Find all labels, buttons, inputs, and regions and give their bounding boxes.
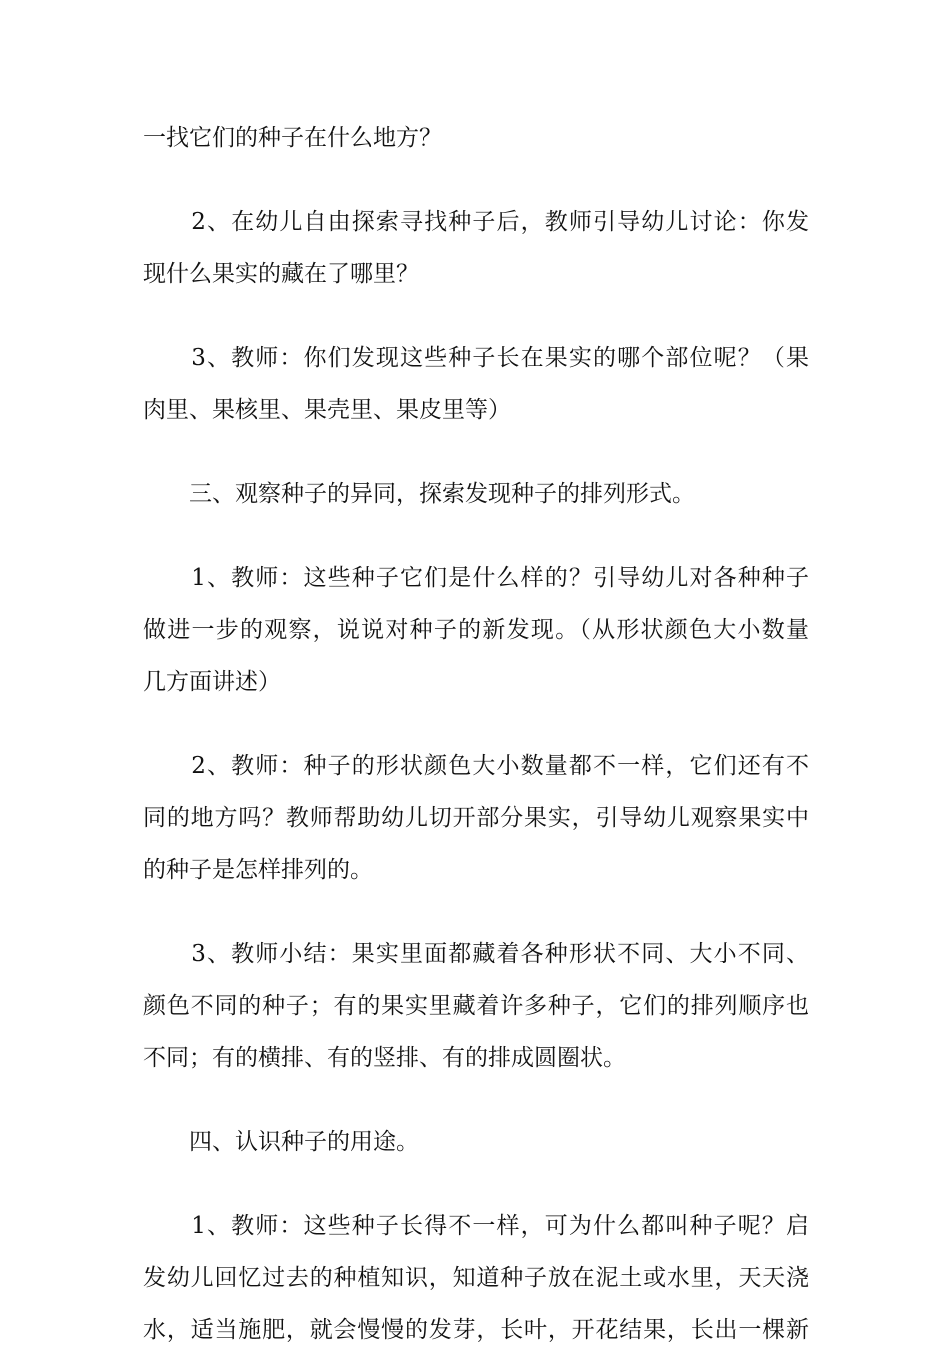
text-line: 颜色不同的种子；有的果实里藏着许多种子，它们的排列顺序也 xyxy=(143,993,809,1019)
text-line: 一找它们的种子在什么地方？ xyxy=(143,125,442,151)
text-line: 1、教师：这些种子它们是什么样的？引导幼儿对各种种子 xyxy=(143,565,809,591)
text-line: 发幼儿回忆过去的种植知识，知道种子放在泥土或水里，天天浇 xyxy=(143,1265,809,1291)
document-body xyxy=(143,112,809,1356)
text-line: 做进一步的观察，说说对种子的新发现。（从形状颜色大小数量 xyxy=(143,617,809,643)
text-line: 3、教师小结：果实里面都藏着各种形状不同、大小不同、 xyxy=(143,941,809,967)
text-line: 2、教师：种子的形状颜色大小数量都不一样，它们还有不 xyxy=(143,753,809,779)
section-heading: 四、认识种子的用途。 xyxy=(143,1129,419,1155)
text-line: 不同；有的横排、有的竖排、有的排成圆圈状。 xyxy=(143,1045,626,1071)
text-line: 2、在幼儿自由探索寻找种子后，教师引导幼儿讨论：你发 xyxy=(143,209,809,235)
text-line: 同的地方吗？教师帮助幼儿切开部分果实，引导幼儿观察果实中 xyxy=(143,805,809,831)
text-line: 几方面讲述） xyxy=(143,669,281,695)
text-line: 3、教师：你们发现这些种子长在果实的哪个部位呢？（果 xyxy=(143,345,809,371)
text-line: 1、教师：这些种子长得不一样，可为什么都叫种子呢？启 xyxy=(143,1213,809,1239)
text-line: 现什么果实的藏在了哪里？ xyxy=(143,261,419,287)
section-heading: 三、观察种子的异同，探索发现种子的排列形式。 xyxy=(143,481,695,507)
text-line: 肉里、果核里、果壳里、果皮里等） xyxy=(143,397,511,423)
text-line: 的种子是怎样排列的。 xyxy=(143,857,373,883)
text-line: 水，适当施肥，就会慢慢的发芽，长叶，开花结果，长出一棵新 xyxy=(143,1317,809,1343)
